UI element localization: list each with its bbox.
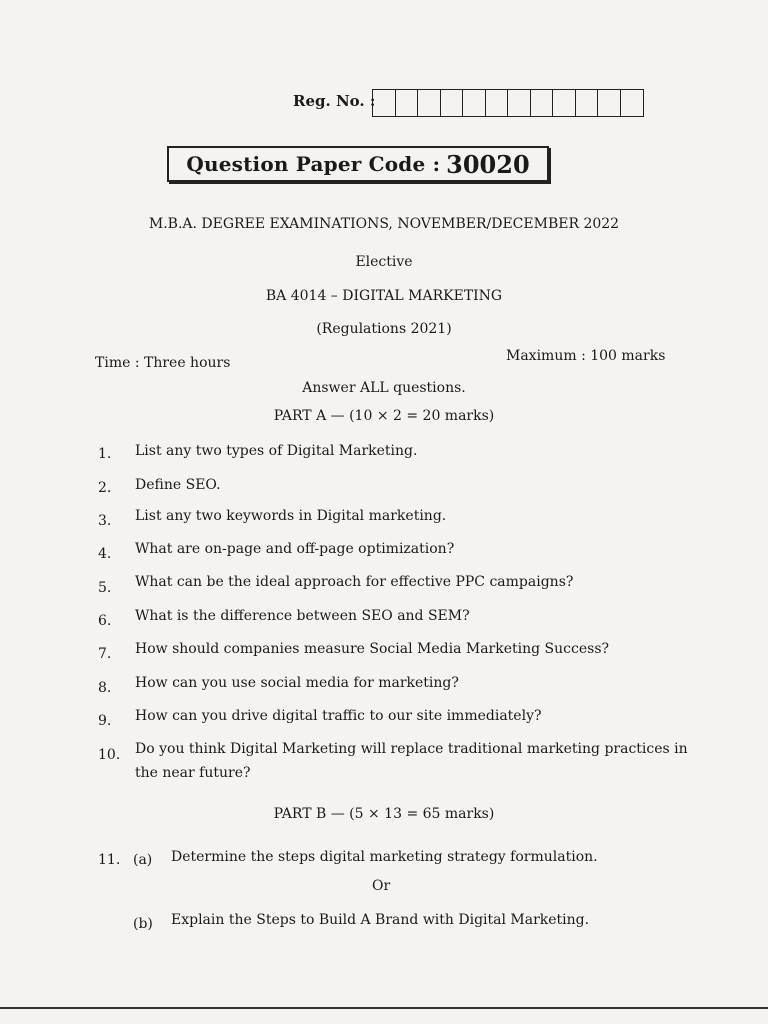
question-text: Do you think Digital Marketing will replace traditional marketing practices in bbox=[135, 741, 688, 757]
category: Elective bbox=[355, 254, 413, 270]
reg-no-box bbox=[531, 90, 554, 116]
instruction: Answer ALL questions. bbox=[302, 380, 466, 396]
question-number: 3. bbox=[98, 513, 112, 529]
reg-no-box bbox=[396, 90, 419, 116]
question-text: What are on-page and off-page optimization? bbox=[135, 541, 455, 557]
paper-code-box bbox=[167, 146, 549, 182]
question-number: 1. bbox=[98, 446, 112, 462]
subquestion-label: (b) bbox=[133, 916, 153, 932]
question-number: 10. bbox=[98, 747, 121, 763]
question-text: List any two keywords in Digital marketing. bbox=[135, 508, 447, 524]
reg-no-box bbox=[508, 90, 531, 116]
question-number: 11. bbox=[98, 852, 121, 868]
reg-no-boxes bbox=[372, 89, 644, 117]
max-marks-label: Maximum : 100 marks bbox=[506, 348, 666, 364]
question-text: List any two types of Digital Marketing. bbox=[135, 443, 418, 459]
question-number: 4. bbox=[98, 546, 112, 562]
question-text: How can you drive digital traffic to our site immediately? bbox=[135, 708, 542, 724]
subquestion-text: Determine the steps digital marketing strategy formulation. bbox=[171, 849, 598, 865]
question-number: 2. bbox=[98, 480, 112, 496]
question-number: 8. bbox=[98, 680, 112, 696]
question-text: How should companies measure Social Media Marketing Success? bbox=[135, 641, 610, 657]
part-b-heading: PART B — (5 × 13 = 65 marks) bbox=[273, 806, 495, 822]
exam-title: M.B.A. DEGREE EXAMINATIONS, NOVEMBER/DECEMBER 2022 bbox=[148, 216, 620, 232]
time-label: Time : Three hours bbox=[95, 355, 231, 371]
reg-no-box bbox=[553, 90, 576, 116]
question-number: 7. bbox=[98, 646, 112, 662]
reg-no-label: Reg. No. : bbox=[293, 92, 376, 110]
reg-no-box bbox=[373, 90, 396, 116]
subject: BA 4014 – DIGITAL MARKETING bbox=[265, 288, 503, 304]
reg-no-box bbox=[441, 90, 464, 116]
question-text: Define SEO. bbox=[135, 477, 221, 493]
reg-no-box bbox=[576, 90, 599, 116]
or-separator: Or bbox=[372, 878, 391, 894]
question-number: 6. bbox=[98, 613, 112, 629]
reg-no-box bbox=[621, 90, 644, 116]
part-a-heading: PART A — (10 × 2 = 20 marks) bbox=[273, 408, 495, 424]
reg-no-box bbox=[598, 90, 621, 116]
subquestion-label: (a) bbox=[133, 852, 153, 868]
question-text: What is the difference between SEO and SEM? bbox=[135, 608, 470, 624]
regulations: (Regulations 2021) bbox=[316, 321, 452, 337]
reg-no-box bbox=[463, 90, 486, 116]
question-text: How can you use social media for marketing? bbox=[135, 675, 459, 691]
question-text: What can be the ideal approach for effective PPC campaigns? bbox=[135, 574, 574, 590]
reg-no-box bbox=[486, 90, 509, 116]
reg-no-box bbox=[418, 90, 441, 116]
question-text-continued: the near future? bbox=[135, 765, 251, 781]
paper-code-label: Question Paper Code : bbox=[186, 152, 441, 176]
question-number: 5. bbox=[98, 580, 112, 596]
question-number: 9. bbox=[98, 713, 112, 729]
subquestion-text: Explain the Steps to Build A Brand with Digital Marketing. bbox=[171, 912, 590, 928]
paper-code-number: 30020 bbox=[446, 149, 530, 179]
page-edge-line bbox=[0, 1007, 768, 1009]
